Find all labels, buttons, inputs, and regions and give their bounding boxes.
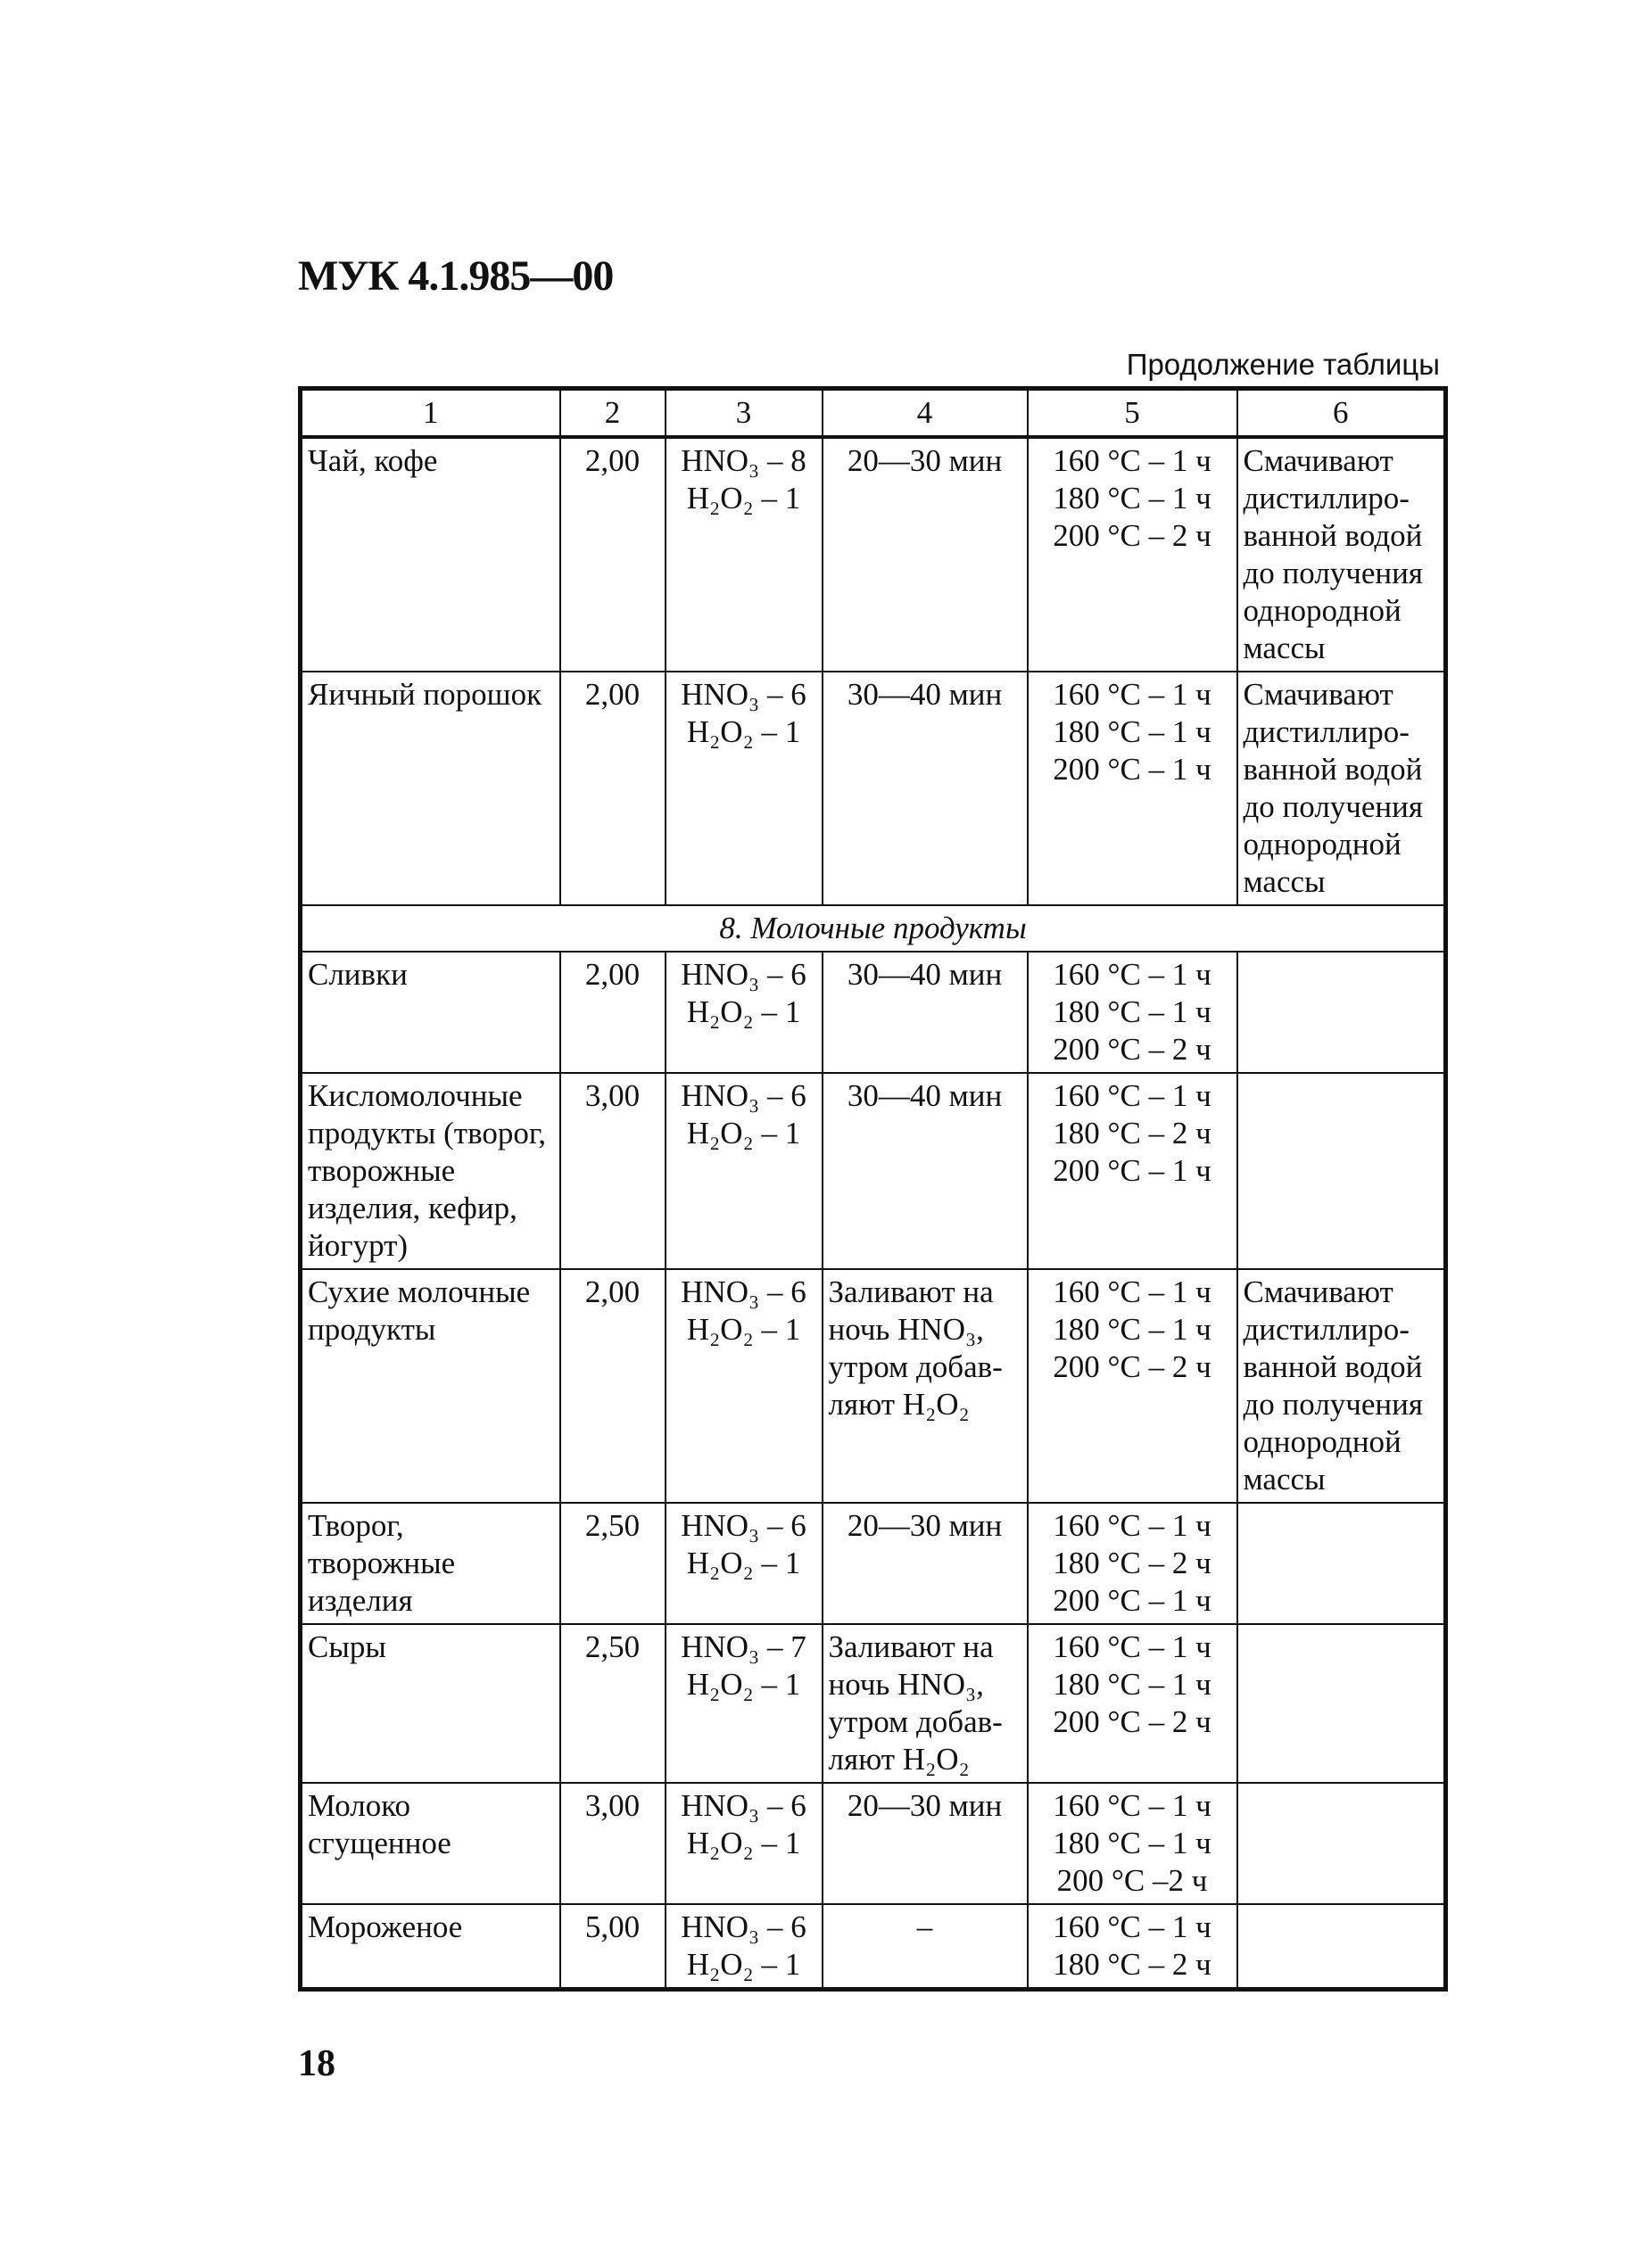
time-cell bbox=[823, 1269, 1028, 1503]
note-cell bbox=[1237, 672, 1446, 905]
product-cell bbox=[301, 1624, 560, 1783]
product-cell-line: продукты (творог, bbox=[308, 1116, 547, 1150]
note-cell-line: массы bbox=[1243, 1462, 1326, 1497]
mode-cell-line: 200 °C – 1 ч bbox=[1053, 1153, 1211, 1188]
mode-cell-line: 160 °C – 1 ч bbox=[1053, 443, 1211, 478]
time-cell-line: 30—40 мин bbox=[847, 957, 1003, 992]
table-header-row bbox=[301, 389, 1446, 438]
reagents-cell-line: HNO₃ – 6 bbox=[681, 1788, 806, 1823]
note-cell bbox=[1237, 952, 1446, 1073]
product-cell-line: йогурт) bbox=[308, 1228, 409, 1263]
reagents-cell-line: H₂O₂ – 1 bbox=[686, 994, 801, 1029]
note-cell-line: до получения bbox=[1243, 556, 1423, 590]
mode-cell bbox=[1028, 437, 1237, 672]
time-cell bbox=[823, 437, 1028, 672]
mode-cell-line: 200 °C – 2 ч bbox=[1053, 518, 1211, 553]
note-cell-line: до получения bbox=[1243, 789, 1423, 824]
mass-cell: 2,00 bbox=[560, 437, 666, 672]
mode-cell-line: 180 °C – 1 ч bbox=[1053, 1826, 1211, 1860]
product-cell bbox=[301, 1073, 560, 1269]
mode-cell bbox=[1028, 1269, 1237, 1503]
reagents-cell bbox=[666, 672, 823, 905]
table-row bbox=[301, 1269, 1446, 1503]
note-cell-line: массы bbox=[1243, 631, 1326, 665]
note-cell bbox=[1237, 1503, 1446, 1624]
reagents-cell-line: HNO₃ – 7 bbox=[681, 1629, 806, 1664]
column-header: 5 bbox=[1028, 389, 1237, 438]
mode-cell-line: 200 °C – 2 ч bbox=[1053, 1704, 1211, 1739]
mass-cell: 2,00 bbox=[560, 1269, 666, 1503]
product-cell-line: Кисломолочные bbox=[308, 1078, 523, 1113]
note-cell-line: ванной водой bbox=[1243, 518, 1423, 553]
mode-cell-line: 180 °C – 1 ч bbox=[1053, 714, 1211, 749]
time-cell-line: ночь HNO₃, bbox=[828, 1312, 984, 1347]
product-cell-line: Творог, bbox=[308, 1508, 404, 1543]
reagents-cell-line: H₂O₂ – 1 bbox=[686, 1116, 801, 1150]
mode-cell-line: 160 °C – 1 ч bbox=[1053, 677, 1211, 712]
mode-cell bbox=[1028, 1904, 1237, 1990]
product-cell-line: Молоко bbox=[308, 1788, 410, 1823]
product-cell-line: Мороженое bbox=[308, 1909, 463, 1944]
note-cell-line: дистиллиро- bbox=[1243, 481, 1410, 515]
reagents-cell bbox=[666, 1783, 823, 1904]
column-header: 6 bbox=[1237, 389, 1446, 438]
mode-cell bbox=[1028, 952, 1237, 1073]
mode-cell-line: 160 °C – 1 ч bbox=[1053, 957, 1211, 992]
section-row bbox=[301, 905, 1446, 952]
product-cell bbox=[301, 1904, 560, 1990]
note-cell-line: Смачивают bbox=[1243, 1274, 1393, 1309]
reagents-cell bbox=[666, 1073, 823, 1269]
time-cell-line: 20—30 мин bbox=[847, 1788, 1003, 1823]
time-cell-line: 30—40 мин bbox=[847, 1078, 1003, 1113]
mode-cell-line: 180 °C – 2 ч bbox=[1053, 1546, 1211, 1580]
reagents-cell-line: H₂O₂ – 1 bbox=[686, 1947, 801, 1982]
mode-cell-line: 200 °C – 2 ч bbox=[1053, 1032, 1211, 1067]
mode-cell-line: 180 °C – 2 ч bbox=[1053, 1947, 1211, 1982]
reagents-cell-line: HNO₃ – 6 bbox=[681, 957, 806, 992]
note-cell bbox=[1237, 1624, 1446, 1783]
table-continuation-label: Продолжение таблицы bbox=[1126, 348, 1440, 381]
note-cell bbox=[1237, 1783, 1446, 1904]
note-cell bbox=[1237, 437, 1446, 672]
mode-cell bbox=[1028, 672, 1237, 905]
time-cell-line: – bbox=[916, 1909, 933, 1944]
product-cell-line: творожные bbox=[308, 1546, 456, 1580]
reagents-cell-line: HNO₃ – 8 bbox=[681, 443, 806, 478]
reagents-cell bbox=[666, 1624, 823, 1783]
product-cell-line: продукты bbox=[308, 1312, 436, 1347]
time-cell bbox=[823, 1503, 1028, 1624]
mode-cell-line: 180 °C – 1 ч bbox=[1053, 1667, 1211, 1702]
time-cell bbox=[823, 672, 1028, 905]
note-cell-line: Смачивают bbox=[1243, 443, 1393, 478]
mode-cell bbox=[1028, 1503, 1237, 1624]
product-cell-line: изделия bbox=[308, 1583, 413, 1618]
digestion-conditions-table bbox=[298, 386, 1448, 1992]
product-cell-line: Сыры bbox=[308, 1629, 386, 1664]
mode-cell-line: 160 °C – 1 ч bbox=[1053, 1629, 1211, 1664]
reagents-cell bbox=[666, 952, 823, 1073]
reagents-cell bbox=[666, 1904, 823, 1990]
column-header: 2 bbox=[560, 389, 666, 438]
mode-cell-line: 160 °C – 1 ч bbox=[1053, 1274, 1211, 1309]
column-header: 4 bbox=[823, 389, 1028, 438]
reagents-cell-line: H₂O₂ – 1 bbox=[686, 1667, 801, 1702]
mass-cell: 2,50 bbox=[560, 1624, 666, 1783]
time-cell bbox=[823, 1073, 1028, 1269]
note-cell-line: однородной bbox=[1243, 593, 1402, 628]
note-cell bbox=[1237, 1269, 1446, 1503]
product-cell bbox=[301, 1503, 560, 1624]
mode-cell-line: 200 °C – 1 ч bbox=[1053, 1583, 1211, 1618]
time-cell-line: 20—30 мин bbox=[847, 1508, 1003, 1543]
product-cell bbox=[301, 672, 560, 905]
mode-cell-line: 180 °C – 2 ч bbox=[1053, 1116, 1211, 1150]
mass-cell: 2,50 bbox=[560, 1503, 666, 1624]
mode-cell-line: 160 °C – 1 ч bbox=[1053, 1788, 1211, 1823]
table-row bbox=[301, 1783, 1446, 1904]
reagents-cell-line: H₂O₂ – 1 bbox=[686, 714, 801, 749]
product-cell bbox=[301, 1269, 560, 1503]
time-cell bbox=[823, 1783, 1028, 1904]
product-cell-line: творожные bbox=[308, 1153, 456, 1188]
reagents-cell-line: H₂O₂ – 1 bbox=[686, 481, 801, 515]
mode-cell-line: 200 °C – 1 ч bbox=[1053, 752, 1211, 787]
product-cell bbox=[301, 1783, 560, 1904]
note-cell-line: ванной водой bbox=[1243, 752, 1423, 787]
note-cell bbox=[1237, 1904, 1446, 1990]
time-cell-line: ляют H₂O₂ bbox=[828, 1387, 970, 1422]
mode-cell bbox=[1028, 1624, 1237, 1783]
table-row bbox=[301, 672, 1446, 905]
mass-cell: 2,00 bbox=[560, 672, 666, 905]
column-header: 1 bbox=[301, 389, 560, 438]
note-cell-line: ванной водой bbox=[1243, 1349, 1423, 1384]
table-row bbox=[301, 1624, 1446, 1783]
note-cell-line: однородной bbox=[1243, 827, 1402, 862]
product-cell bbox=[301, 437, 560, 672]
time-cell bbox=[823, 1624, 1028, 1783]
note-cell-line: массы bbox=[1243, 864, 1326, 899]
product-cell-line: Чай, кофе bbox=[308, 443, 438, 478]
mode-cell bbox=[1028, 1073, 1237, 1269]
table-row bbox=[301, 1073, 1446, 1269]
time-cell-line: утром добав- bbox=[828, 1349, 1003, 1384]
product-cell-line: Яичный порошок bbox=[308, 677, 542, 712]
note-cell-line: до получения bbox=[1243, 1387, 1423, 1422]
reagents-cell-line: HNO₃ – 6 bbox=[681, 1508, 806, 1543]
note-cell-line: дистиллиро- bbox=[1243, 714, 1410, 749]
product-cell-line: Сухие молочные bbox=[308, 1274, 531, 1309]
product-cell-line: изделия, кефир, bbox=[308, 1191, 517, 1225]
mode-cell-line: 180 °C – 1 ч bbox=[1053, 994, 1211, 1029]
reagents-cell-line: H₂O₂ – 1 bbox=[686, 1546, 801, 1580]
time-cell-line: утром добав- bbox=[828, 1704, 1003, 1739]
time-cell-line: ляют H₂O₂ bbox=[828, 1742, 970, 1777]
mode-cell bbox=[1028, 1783, 1237, 1904]
time-cell-line: Заливают на bbox=[828, 1629, 994, 1664]
mode-cell-line: 200 °C – 2 ч bbox=[1053, 1349, 1211, 1384]
mode-cell-line: 160 °C – 1 ч bbox=[1053, 1909, 1211, 1944]
product-cell bbox=[301, 952, 560, 1073]
reagents-cell-line: HNO₃ – 6 bbox=[681, 677, 806, 712]
document-code: МУК 4.1.985—00 bbox=[298, 252, 614, 300]
reagents-cell-line: HNO₃ – 6 bbox=[681, 1078, 806, 1113]
note-cell-line: Смачивают bbox=[1243, 677, 1393, 712]
mass-cell: 5,00 bbox=[560, 1904, 666, 1990]
reagents-cell-line: H₂O₂ – 1 bbox=[686, 1826, 801, 1860]
table-row bbox=[301, 952, 1446, 1073]
product-cell-line: Сливки bbox=[308, 957, 408, 992]
note-cell-line: однородной bbox=[1243, 1424, 1402, 1459]
table-row bbox=[301, 437, 1446, 672]
mode-cell-line: 160 °C – 1 ч bbox=[1053, 1508, 1211, 1543]
mass-cell: 2,00 bbox=[560, 952, 666, 1073]
time-cell-line: 30—40 мин bbox=[847, 677, 1003, 712]
note-cell-line: дистиллиро- bbox=[1243, 1312, 1410, 1347]
time-cell bbox=[823, 952, 1028, 1073]
reagents-cell-line: H₂O₂ – 1 bbox=[686, 1312, 801, 1347]
reagents-cell bbox=[666, 1269, 823, 1503]
note-cell bbox=[1237, 1073, 1446, 1269]
mode-cell-line: 180 °C – 1 ч bbox=[1053, 1312, 1211, 1347]
column-header: 3 bbox=[666, 389, 823, 438]
page-number: 18 bbox=[298, 2043, 335, 2084]
mode-cell-line: 180 °C – 1 ч bbox=[1053, 481, 1211, 515]
reagents-cell bbox=[666, 1503, 823, 1624]
reagents-cell-line: HNO₃ – 6 bbox=[681, 1274, 806, 1309]
mass-cell: 3,00 bbox=[560, 1073, 666, 1269]
section-title: 8. Молочные продукты bbox=[301, 905, 1446, 952]
mode-cell-line: 160 °C – 1 ч bbox=[1053, 1078, 1211, 1113]
time-cell-line: Заливают на bbox=[828, 1274, 994, 1309]
time-cell-line: ночь HNO₃, bbox=[828, 1667, 984, 1702]
reagents-cell-line: HNO₃ – 6 bbox=[681, 1909, 806, 1944]
mode-cell-line: 200 °C –2 ч bbox=[1056, 1863, 1208, 1898]
table-row bbox=[301, 1503, 1446, 1624]
time-cell-line: 20—30 мин bbox=[847, 443, 1003, 478]
reagents-cell bbox=[666, 437, 823, 672]
table-row bbox=[301, 1904, 1446, 1990]
time-cell bbox=[823, 1904, 1028, 1990]
product-cell-line: сгущенное bbox=[308, 1826, 451, 1860]
mass-cell: 3,00 bbox=[560, 1783, 666, 1904]
